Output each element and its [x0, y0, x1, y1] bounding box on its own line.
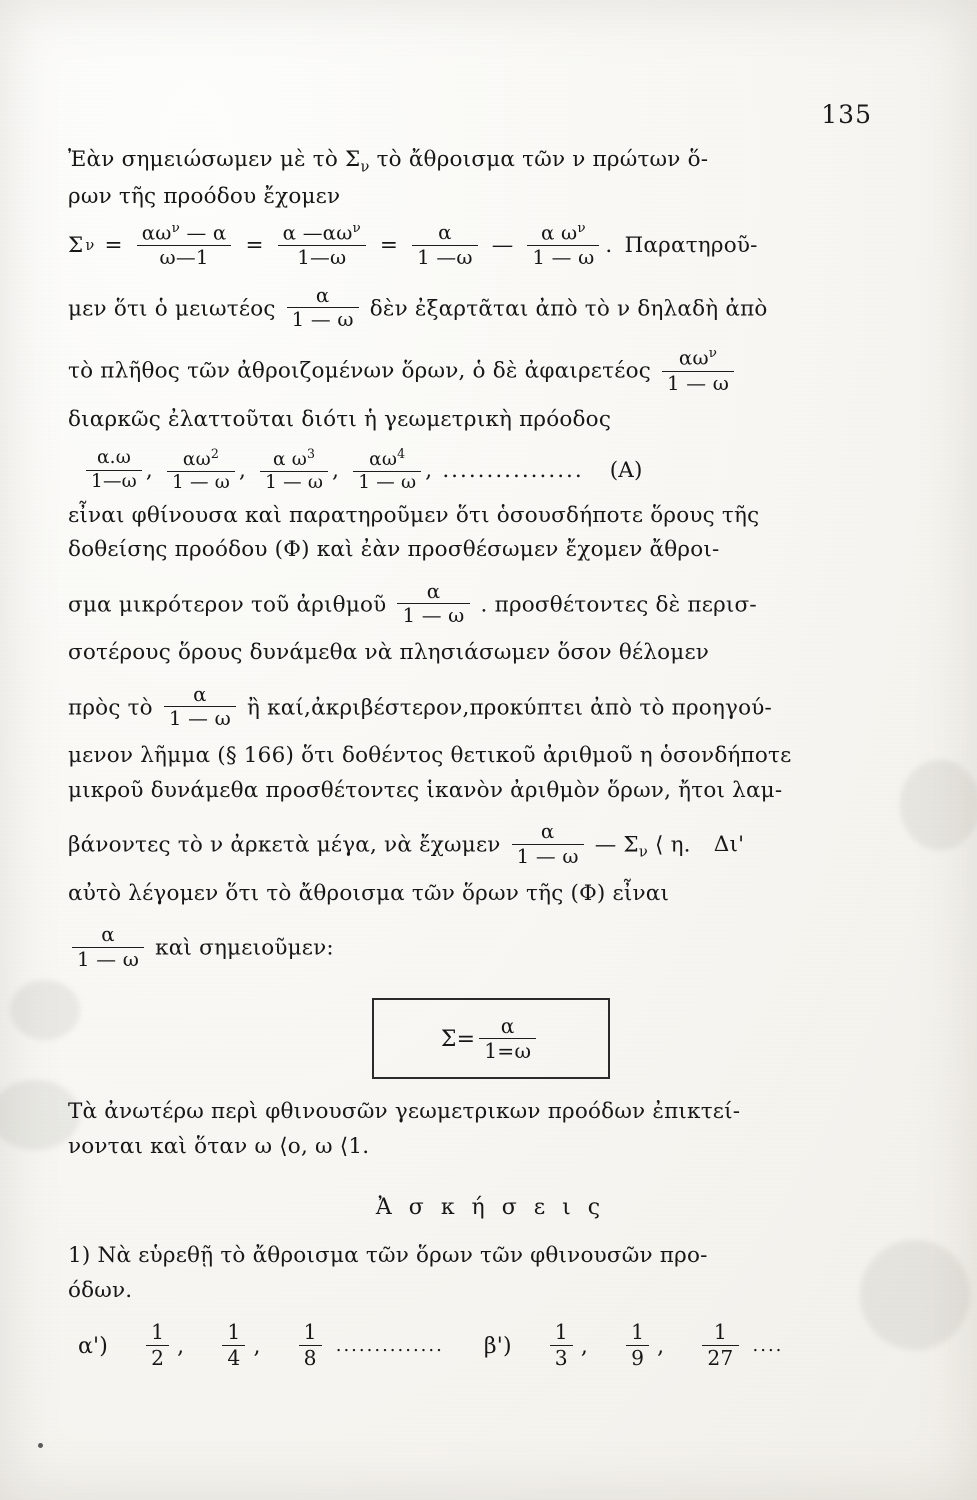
fraction-1: [137, 222, 232, 269]
paragraph-closing-2: νονται καὶ ὅταν ω ⟨ο, ω ⟨1.: [68, 1133, 370, 1159]
fraction-numerator: 1: [631, 1320, 645, 1345]
text-run: α ω: [541, 221, 578, 245]
fraction-denominator: 1 — ω: [512, 844, 584, 868]
text-run: α —αω: [282, 221, 353, 245]
fraction-denominator: 1—ω: [278, 245, 366, 269]
fraction-numerator: [278, 222, 366, 245]
comma: ,: [580, 1333, 589, 1359]
fraction-denominator: 8: [299, 1345, 322, 1369]
text-run: τὸ πλῆθος τῶν ἀθροιζομένων ὅρων, ὁ δὲ ἀφαιρετέος: [68, 358, 651, 384]
paragraph-count-terms: [68, 348, 913, 395]
exponent: ν: [708, 346, 718, 362]
fraction-denominator: 1 — ω: [260, 471, 328, 493]
equation-sum-formula: [68, 220, 913, 270]
fraction-denominator: 1=ω: [479, 1038, 536, 1062]
paragraph-is-decreasing: εἶναι φθίνουσα καὶ παρατηροῦμεν ὅτι ὁσουσδήποτε ὅρους τῆς: [68, 502, 760, 528]
paragraph-more-terms: σοτέρους ὅρους δυνάμεθα νὰ πλησιάσωμεν ὅσον θέλομεν: [68, 640, 710, 666]
text-run: τὸ ἄθροισμα τῶν ν πρώτων ὅ-: [369, 147, 709, 172]
fraction-numerator: 1: [227, 1320, 241, 1345]
series-term-4: [353, 447, 421, 494]
fraction-denominator: 1 — ω: [662, 371, 734, 395]
exponent: ν: [577, 220, 586, 236]
exercise-1-line-1: 1) Νὰ εὑρεθῇ τὸ ἄθροισμα τῶν ὅρων τῶν φθινουσῶν προ-: [68, 1243, 708, 1269]
fraction-alpha-over-one-minus-omega: [287, 285, 359, 332]
fraction-4: [527, 222, 599, 269]
series-term-3: [260, 447, 328, 494]
exercise-1-series: [78, 1322, 913, 1370]
fraction-denominator: 1—ω: [86, 470, 142, 492]
fraction-denominator: 1 — ω: [287, 307, 359, 331]
fraction-numerator: [260, 447, 328, 471]
equals-sign: =: [379, 232, 399, 258]
exponent: 3: [307, 445, 316, 461]
minus-sign: —: [491, 232, 514, 258]
exercise-alpha-label: α'): [78, 1333, 109, 1359]
fraction-boxed: [479, 1015, 536, 1063]
fraction-denominator: 1 — ω: [527, 245, 599, 269]
fraction-numerator: α: [426, 579, 441, 603]
text-run: ⟨ η.: [654, 832, 691, 858]
fraction-numerator: α: [193, 682, 207, 706]
page-number: 135: [821, 100, 872, 129]
fraction-denominator: 1 — ω: [167, 471, 235, 493]
exercises-heading: Ἀ σ κ ή σ ε ι ς: [375, 1195, 606, 1221]
comma: ,: [657, 1333, 665, 1359]
text-run: αω: [141, 221, 172, 245]
body-text: [68, 145, 913, 1370]
text-run: δὲν ἐξαρτᾶται ἀπὸ τὸ ν δηλαδὴ ἀπὸ: [369, 295, 768, 321]
text-run: πρὸς τὸ: [68, 694, 153, 720]
exercise-a-term-2: [222, 1321, 245, 1369]
text-run: αω: [678, 346, 709, 370]
fraction-numerator: α: [101, 923, 115, 947]
fraction-denominator: 27: [702, 1345, 738, 1369]
equals-sign: =: [245, 232, 264, 258]
fraction-3: [412, 222, 478, 269]
boxed-formula-wrapper: [68, 998, 913, 1080]
fraction-numerator: 1: [303, 1320, 317, 1345]
exercise-beta-label: β'): [483, 1333, 512, 1359]
fraction-alpha-limit-2: [164, 684, 236, 731]
exponent: 4: [397, 445, 406, 461]
paragraph-and-we-write: [68, 925, 913, 972]
fraction-denominator: 1 — ω: [353, 471, 421, 493]
exponent: ν: [352, 220, 361, 236]
text-run: Ἐὰν σημειώσωμεν μὲ τὸ Σ: [68, 147, 361, 172]
fraction-denominator: 2: [146, 1345, 169, 1369]
fraction-alpha-limit: [397, 581, 469, 628]
exponent: 2: [210, 445, 220, 461]
fraction-numerator: [137, 222, 232, 245]
exercise-a-term-1: [146, 1321, 169, 1369]
comma: ,: [332, 457, 340, 483]
fraction-denominator: 4: [222, 1345, 245, 1369]
text-run: καὶ σημειοῦμεν:: [155, 935, 334, 961]
paragraph-smaller-sum: [68, 579, 913, 629]
fraction-2: [278, 222, 366, 269]
text-run: σμα μικρότερον τοῦ ἀριθμοῦ: [68, 591, 387, 617]
fraction-numerator: α: [315, 283, 330, 307]
sigma-subscript: ν: [85, 236, 95, 254]
comma: ,: [425, 457, 433, 483]
exercise-b-term-1: [550, 1321, 573, 1369]
text-run: — Σ: [594, 832, 639, 858]
fraction-numerator: α: [540, 820, 555, 844]
boxed-formula: [372, 998, 610, 1080]
paragraph-given-progression: δοθείσης προόδου (Φ) καὶ ἐὰν προσθέσωμεν ἔχομεν ἄθροι-: [68, 537, 720, 563]
text-run: . προσθέτοντες δὲ περισ-: [480, 591, 757, 617]
paragraph-intro-2: ρων τῆς προόδου ἔχομεν: [68, 184, 341, 210]
paragraph-taking-n: [68, 822, 913, 869]
fraction-alpha-omega-n: [662, 347, 734, 394]
fraction-numerator: 1: [713, 1320, 727, 1345]
fraction-numerator: α.ω: [96, 447, 131, 469]
fraction-denominator: 3: [550, 1345, 573, 1369]
equation-label-A: (A): [609, 457, 643, 483]
fraction-denominator: 1 —ω: [412, 245, 478, 269]
fraction-numerator: [167, 447, 235, 471]
series-term-2: [167, 447, 235, 494]
exercise-a-ellipsis: ..............: [335, 1335, 444, 1357]
sigma-subscript: ν: [638, 843, 648, 861]
fraction-alpha-limit-3: [512, 821, 584, 868]
comma: ,: [177, 1333, 185, 1359]
paragraph-decreasing: διαρκῶς ἐλαττοῦται διότι ἡ γεωμετρικὴ πρόοδος: [68, 407, 612, 433]
paragraph-closing-1: Τὰ ἀνωτέρω περὶ φθινουσῶν γεωμετρικων προόδων ἐπικτεί-: [68, 1099, 741, 1125]
exercise-b-term-3: [702, 1321, 738, 1369]
paragraph-small-number: μικροῦ δυνάμεθα προσθέτοντες ἱκανὸν ἀριθμὸν ὅρων, ἤτοι λαμ-: [68, 777, 783, 803]
fraction-numerator: [353, 447, 421, 471]
text-run: Δι': [713, 832, 745, 858]
equals-sign: =: [104, 232, 123, 258]
fraction-denominator: 1 — ω: [164, 706, 236, 730]
fraction-denominator: 1 — ω: [72, 947, 144, 971]
text-run: α ω: [273, 448, 308, 470]
paragraph-towards: [68, 682, 913, 732]
fraction-numerator: [527, 222, 599, 245]
paragraph-therefore: αὐτὸ λέγομεν ὅτι τὸ ἄθροισμα τῶν ὅρων τῆς (Φ) εἶναι: [68, 880, 670, 906]
sigma-subscript: ν: [360, 158, 370, 176]
text-run: αω: [369, 448, 398, 470]
fraction-denominator: 9: [626, 1345, 649, 1369]
period: .: [605, 232, 613, 258]
text-run: αω: [182, 448, 211, 470]
comma: ,: [145, 457, 153, 483]
series-ellipsis: ................: [442, 457, 584, 483]
series-term-1: [86, 448, 142, 492]
paragraph-lemma: μενον λῆμμα (§ 166) ὅτι δοθέντος θετικοῦ ἀριθμοῦ η ὁσονδήποτε: [68, 743, 792, 769]
ink-mark: [38, 1443, 43, 1448]
comma: ,: [239, 457, 247, 483]
fraction-denominator: 1 — ω: [397, 603, 469, 627]
fraction-numerator: α: [500, 1013, 515, 1038]
series-A: [82, 445, 913, 495]
exponent: ν: [171, 220, 180, 236]
sigma-symbol: Σ: [68, 232, 84, 258]
text-run: — α: [179, 221, 227, 245]
exercise-a-term-3: [299, 1321, 322, 1369]
fraction-numerator: 1: [554, 1320, 568, 1345]
sum-equals-label: Σ=: [440, 1026, 476, 1052]
fraction-numerator: 1: [151, 1320, 165, 1345]
exercise-b-term-2: [626, 1321, 649, 1369]
comma: ,: [253, 1333, 261, 1359]
fraction-alpha-limit-4: [72, 924, 144, 971]
text-run: ἢ καί,ἀκριβέστερον,προκύπτει ἀπὸ τὸ προηγού-: [246, 694, 772, 720]
fraction-numerator: [662, 347, 734, 370]
page-content: [60, 60, 920, 1440]
text-run: μεν ὅτι ὁ μειωτέος: [68, 295, 276, 321]
text-run: βάνοντες τὸ ν ἀρκετὰ μέγα, νὰ ἔχωμεν: [68, 832, 501, 858]
exercise-1-line-2: όδων.: [68, 1277, 133, 1303]
exercise-b-ellipsis: ....: [752, 1335, 784, 1357]
text-run: Παρατηροῦ-: [624, 232, 758, 258]
paragraph-observe: [68, 283, 913, 333]
paragraph-intro: [68, 145, 913, 178]
fraction-numerator: α: [438, 220, 452, 244]
fraction-denominator: ω—1: [137, 245, 232, 269]
